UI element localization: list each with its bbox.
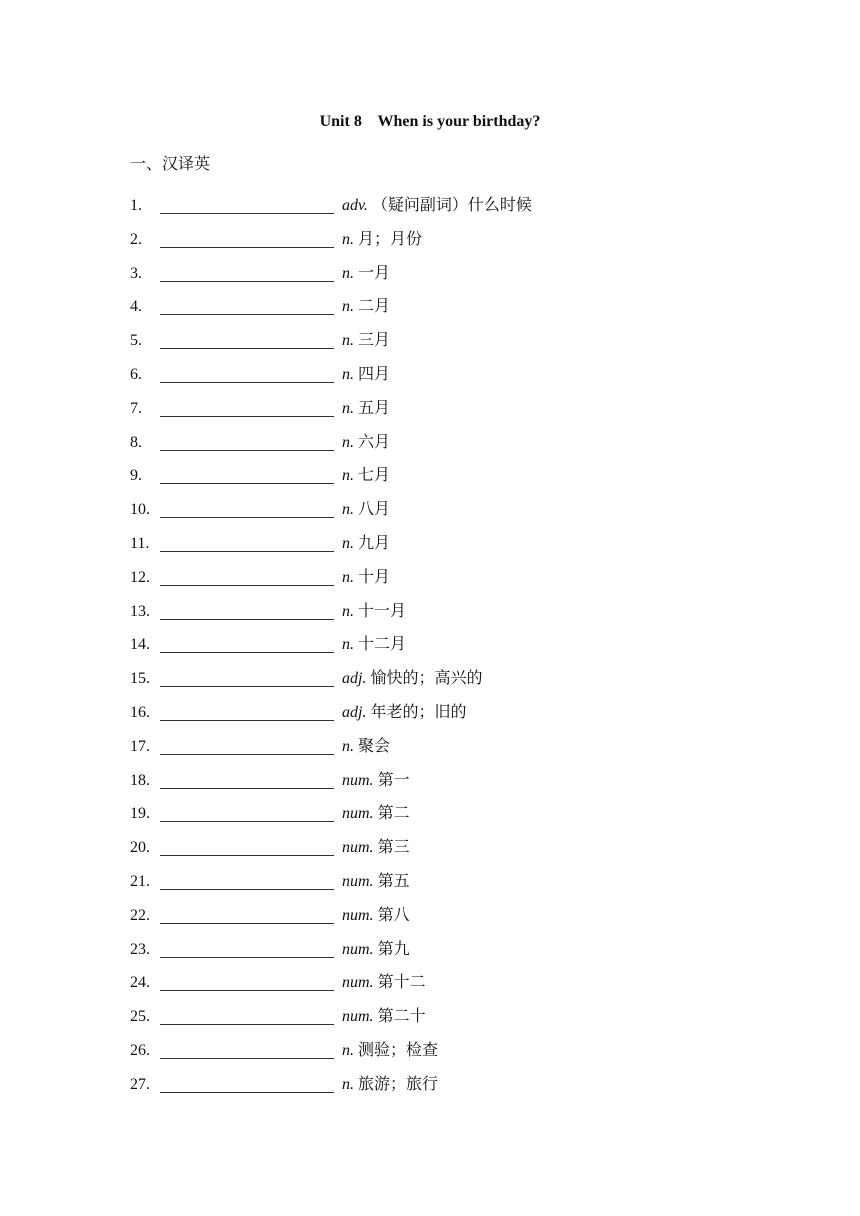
list-item	[130, 870, 730, 904]
list-item	[130, 802, 730, 836]
chinese-meaning: 十一月	[358, 602, 407, 620]
item-number: 20.	[130, 839, 150, 857]
answer-blank[interactable]	[160, 431, 334, 451]
chinese-meaning: 第三	[377, 839, 410, 857]
chinese-meaning: 第十二	[377, 974, 426, 992]
part-of-speech: adv.	[342, 197, 368, 214]
chinese-meaning: 第一	[377, 771, 410, 789]
page-title: Unit 8 When is your birthday?	[319, 113, 541, 130]
vocabulary-list	[130, 194, 730, 1107]
part-of-speech: num.	[342, 906, 374, 924]
chinese-meaning: 聚会	[358, 737, 391, 755]
part-of-speech: num.	[342, 940, 374, 958]
answer-blank[interactable]	[160, 397, 334, 417]
part-of-speech: n.	[342, 298, 354, 316]
chinese-meaning: 第五	[377, 872, 410, 890]
list-item	[130, 397, 730, 431]
part-of-speech: num.	[342, 974, 374, 992]
item-number: 10.	[130, 501, 150, 519]
chinese-meaning: 测验；检查	[358, 1041, 439, 1059]
item-number: 3.	[130, 264, 142, 282]
item-number: 8.	[130, 433, 142, 451]
chinese-meaning: 十二月	[358, 636, 407, 654]
list-item	[130, 1039, 730, 1073]
chinese-meaning: 四月	[358, 365, 391, 383]
item-number: 24.	[130, 974, 150, 992]
answer-blank[interactable]	[160, 904, 334, 924]
answer-blank[interactable]	[160, 329, 334, 349]
chinese-meaning: 五月	[358, 399, 391, 417]
item-number: 1.	[130, 197, 142, 214]
answer-blank[interactable]	[160, 971, 334, 991]
part-of-speech: n.	[342, 332, 354, 350]
list-item	[130, 295, 730, 329]
list-item	[130, 600, 730, 634]
answer-blank[interactable]	[160, 600, 334, 620]
part-of-speech: n.	[342, 467, 354, 485]
chinese-meaning: 十月	[358, 568, 391, 586]
answer-blank[interactable]	[160, 938, 334, 958]
item-number: 6.	[130, 365, 142, 383]
item-number: 5.	[130, 332, 142, 350]
list-item	[130, 464, 730, 498]
answer-blank[interactable]	[160, 566, 334, 586]
chinese-meaning: 愉快的；高兴的	[370, 670, 483, 688]
chinese-meaning: 七月	[358, 467, 391, 485]
part-of-speech: num.	[342, 872, 374, 890]
item-number: 7.	[130, 399, 142, 417]
chinese-meaning: 月；月份	[358, 230, 423, 248]
part-of-speech: adj.	[342, 703, 367, 721]
chinese-meaning: 第九	[377, 940, 410, 958]
list-item	[130, 498, 730, 532]
list-item	[130, 1073, 730, 1107]
list-item	[130, 363, 730, 397]
chinese-meaning: 一月	[358, 264, 391, 282]
item-number: 21.	[130, 872, 150, 890]
list-item	[130, 904, 730, 938]
part-of-speech: n.	[342, 737, 354, 755]
chinese-meaning: 八月	[358, 501, 391, 519]
item-number: 18.	[130, 771, 150, 789]
part-of-speech: n.	[342, 1041, 354, 1059]
part-of-speech: n.	[342, 501, 354, 519]
chinese-meaning: 六月	[358, 433, 391, 451]
list-item	[130, 971, 730, 1005]
part-of-speech: n.	[342, 568, 354, 586]
list-item	[130, 633, 730, 667]
answer-blank[interactable]	[160, 464, 334, 484]
answer-blank[interactable]	[160, 735, 334, 755]
answer-blank[interactable]	[160, 836, 334, 856]
item-number: 17.	[130, 737, 150, 755]
item-number: 27.	[130, 1075, 150, 1093]
chinese-meaning: 第八	[377, 906, 410, 924]
list-item	[130, 836, 730, 870]
part-of-speech: num.	[342, 839, 374, 857]
answer-blank[interactable]	[160, 498, 334, 518]
answer-blank[interactable]	[160, 870, 334, 890]
list-item	[130, 667, 730, 701]
item-number: 19.	[130, 805, 150, 823]
chinese-meaning: 九月	[358, 534, 391, 552]
list-item	[130, 228, 730, 262]
chinese-meaning: 年老的；旧的	[370, 703, 467, 721]
answer-blank[interactable]	[160, 769, 334, 789]
part-of-speech: n.	[342, 534, 354, 552]
list-item	[130, 938, 730, 972]
item-number: 26.	[130, 1041, 150, 1059]
list-item	[130, 431, 730, 465]
answer-blank[interactable]	[160, 633, 334, 653]
part-of-speech: adj.	[342, 670, 367, 688]
chinese-meaning: 旅游；旅行	[358, 1075, 439, 1093]
list-item	[130, 194, 730, 228]
part-of-speech: num.	[342, 805, 374, 823]
chinese-meaning: 第二	[377, 805, 410, 823]
part-of-speech: n.	[342, 1075, 354, 1093]
chinese-meaning: 第二十	[377, 1008, 426, 1026]
item-number: 4.	[130, 298, 142, 316]
part-of-speech: num.	[342, 1008, 374, 1026]
item-number: 11.	[130, 534, 150, 552]
part-of-speech: n.	[342, 433, 354, 451]
list-item	[130, 769, 730, 803]
answer-blank[interactable]	[160, 194, 334, 214]
chinese-meaning: 二月	[358, 298, 391, 316]
answer-blank[interactable]	[160, 228, 334, 248]
item-number: 9.	[130, 467, 142, 485]
list-item	[130, 1005, 730, 1039]
list-item	[130, 735, 730, 769]
answer-blank[interactable]	[160, 262, 334, 282]
item-number: 25.	[130, 1008, 150, 1026]
answer-blank[interactable]	[160, 701, 334, 721]
list-item	[130, 701, 730, 735]
part-of-speech: n.	[342, 602, 354, 620]
chinese-meaning: 三月	[358, 332, 391, 350]
part-of-speech: n.	[342, 636, 354, 654]
part-of-speech: n.	[342, 264, 354, 282]
list-item	[130, 566, 730, 600]
list-item	[130, 329, 730, 363]
item-number: 23.	[130, 940, 150, 958]
answer-blank[interactable]	[160, 667, 334, 687]
answer-blank[interactable]	[160, 1073, 334, 1093]
list-item	[130, 532, 730, 566]
item-number: 2.	[130, 230, 142, 248]
chinese-meaning: （疑问副词）什么时候	[371, 197, 532, 214]
item-number: 14.	[130, 636, 150, 654]
item-number: 13.	[130, 602, 150, 620]
part-of-speech: n.	[342, 399, 354, 417]
item-number: 22.	[130, 906, 150, 924]
answer-blank[interactable]	[160, 1039, 334, 1059]
answer-blank[interactable]	[160, 295, 334, 315]
answer-blank[interactable]	[160, 1005, 334, 1025]
section-heading: 一、汉译英	[130, 156, 211, 173]
answer-blank[interactable]	[160, 532, 334, 552]
item-number: 16.	[130, 703, 150, 721]
list-item	[130, 262, 730, 296]
answer-blank[interactable]	[160, 363, 334, 383]
part-of-speech: n.	[342, 230, 354, 248]
part-of-speech: num.	[342, 771, 374, 789]
answer-blank[interactable]	[160, 802, 334, 822]
item-number: 15.	[130, 670, 150, 688]
item-number: 12.	[130, 568, 150, 586]
part-of-speech: n.	[342, 365, 354, 383]
